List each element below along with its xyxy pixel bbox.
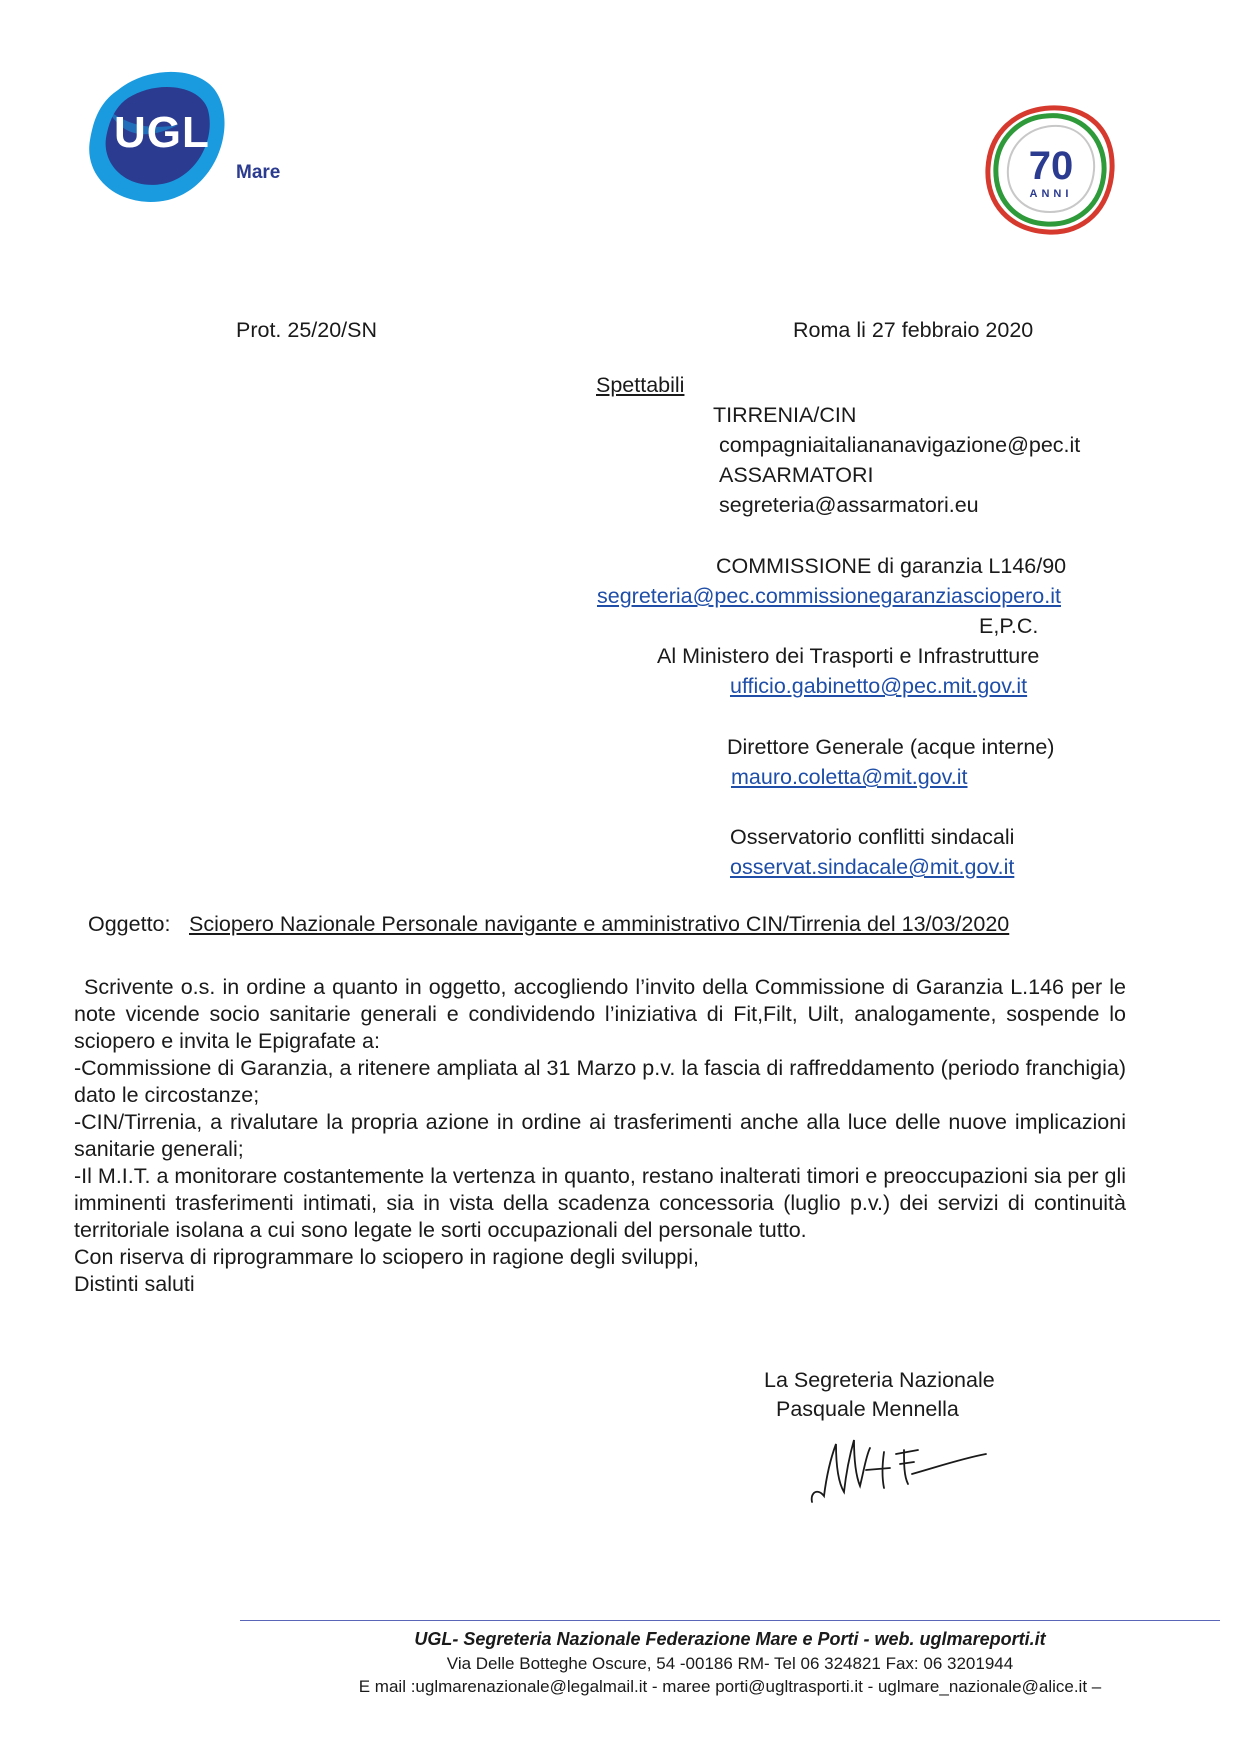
recipient-assarmatori: ASSARMATORI [719, 463, 874, 487]
anniversary-ring-icon [980, 100, 1120, 240]
signature-office: La Segreteria Nazionale [764, 1368, 995, 1392]
recipient-osservatorio-email-link[interactable]: osservat.sindacale@mit.gov.it [730, 855, 1015, 879]
recipient-tirrenia-email: compagniaitaliananavigazione@pec.it [719, 433, 1081, 457]
recipient-direttore-email-link[interactable]: mauro.coletta@mit.gov.it [731, 765, 968, 789]
signature-name: Pasquale Mennella [776, 1397, 959, 1421]
body-paragraph-riserva: Con riserva di riprogrammare lo sciopero in ragione degli sviluppi, [74, 1245, 699, 1269]
recipient-commissione-email-link[interactable]: segreteria@pec.commissionegaranziasciopero.it [597, 584, 1061, 608]
footer-organization: UGL- Segreteria Nazionale Federazione Mare e Porti - web. uglmareporti.it [414, 1629, 1046, 1649]
handwritten-signature [800, 1430, 990, 1510]
footer-divider [240, 1620, 1220, 1621]
body-paragraph-commissione: -Commissione di Garanzia, a ritenere ampliata al 31 Marzo p.v. la fascia di raffreddamento (periodo franchigia) dato le circostanze; [74, 1056, 1126, 1107]
subject-text: Sciopero Nazionale Personale navigante e amministrativo CIN/Tirrenia del 13/03/2020 [189, 912, 1010, 936]
anniversary-logo [980, 100, 1120, 240]
anniversary-number: 70 [1028, 144, 1074, 188]
salutation: Spettabili [596, 373, 685, 397]
recipient-ministero: Al Ministero dei Trasporti e Infrastrutture [657, 644, 1040, 668]
recipient-assarmatori-email: segreteria@assarmatori.eu [719, 493, 979, 517]
subject-label: Oggetto: [88, 912, 171, 936]
logo-subtext: Mare [236, 162, 281, 183]
recipient-direttore: Direttore Generale (acque interne) [727, 735, 1055, 759]
logo-text: UGL [114, 108, 210, 157]
recipient-commissione: COMMISSIONE di garanzia L146/90 [716, 554, 1067, 578]
recipient-osservatorio: Osservatorio conflitti sindacali [730, 825, 1015, 849]
letter-body [74, 974, 1126, 1298]
body-closing: Distinti saluti [74, 1272, 195, 1296]
footer-emails: E mail :uglmarenazionale@legalmail.it - maree porti@ugltrasporti.it - uglmare_nazionale@alice.it – [358, 1677, 1102, 1696]
place-date: Roma li 27 febbraio 2020 [793, 318, 1034, 342]
recipient-ministero-email-link[interactable]: ufficio.gabinetto@pec.mit.gov.it [730, 674, 1028, 698]
protocol-number: Prot. 25/20/SN [236, 318, 378, 342]
recipient-tirrenia: TIRRENIA/CIN [713, 403, 857, 427]
footer-address: Via Delle Botteghe Oscure, 54 -00186 RM- Tel 06 324821 Fax: 06 3201944 [446, 1654, 1014, 1673]
ugl-mare-logo [88, 70, 288, 210]
anniversary-word: ANNI [1029, 188, 1073, 200]
body-paragraph-mit: -Il M.I.T. a monitorare costantemente la vertenza in quanto, restano inalterati timori e preoccupazioni sia per gli imminenti trasferimenti intimati, sia in vista della scadenza concessoria (luglio p.v.) dei servizi di continuità territoriale isolana a cui sono legate le sorti occupazionali del personale tutto. [74, 1164, 1126, 1242]
body-paragraph-cin: -CIN/Tirrenia, a rivalutare la propria azione in ordine ai trasferimenti anche alla luce delle nuove implicazioni sanitarie generali; [74, 1110, 1126, 1161]
body-paragraph-intro: Scrivente o.s. in ordine a quanto in oggetto, accogliendo l’invito della Commissione di Garanzia L.146 per le note vicende socio sanitarie generali e condividendo l’iniziativa di Fit,Filt, Uilt, analogamente, sospende lo sciopero e invita le Epigrafate a: [74, 975, 1126, 1053]
epc-label: E,P.C. [979, 614, 1039, 638]
